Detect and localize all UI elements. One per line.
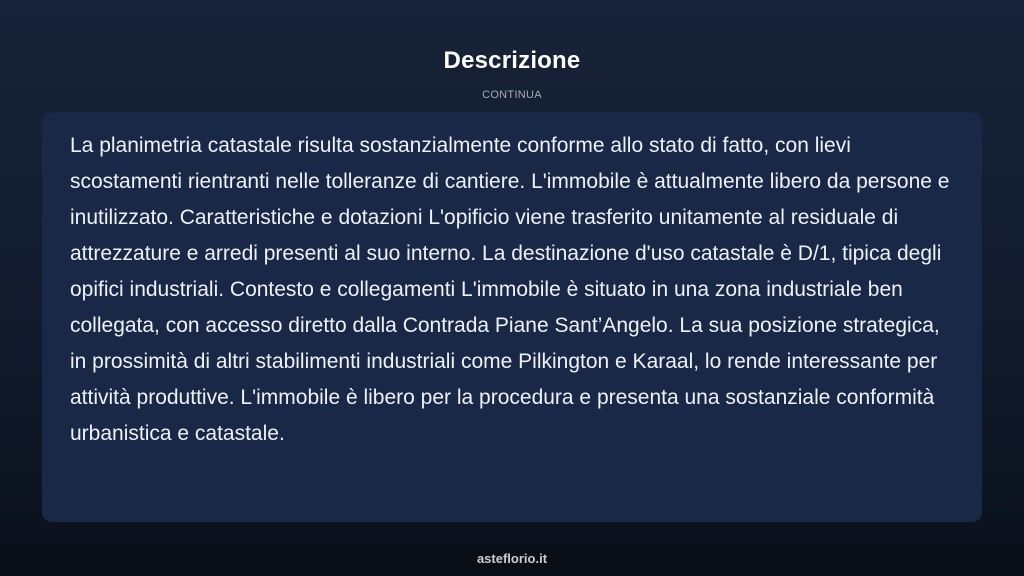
description-text: La planimetria catastale risulta sostanzialmente conforme allo stato di fatto, con lievi scostamenti rientranti nelle tolleranze di cantiere. L'immobile è attualmente libero da persone e inutilizzato. Caratteristiche e dotazioni L'opificio viene trasferito unitamente al residuale di attrezzature e arredi presenti al suo interno. La destinazione d'uso catastale è D/1, tipica degli opifici industriali. Contesto e collegamenti L'immobile è situato in una zona industriale ben collegata, con accesso diretto dalla Contrada Piane Sant’Angelo. La sua posizione strategica, in prossimità di altri stabilimenti industriali come Pilkington e Karaal, lo rende interessante per attività produttive. L'immobile è libero per la procedura e presenta una sostanziale conformità urbanistica e catastale. <box>70 134 950 445</box>
description-card <box>42 112 982 522</box>
footer-bar <box>0 544 1024 576</box>
footer-brand: asteflorio.it <box>476 551 548 566</box>
page-title: Descrizione <box>443 47 581 74</box>
continue-label: CONTINUA <box>482 89 542 101</box>
